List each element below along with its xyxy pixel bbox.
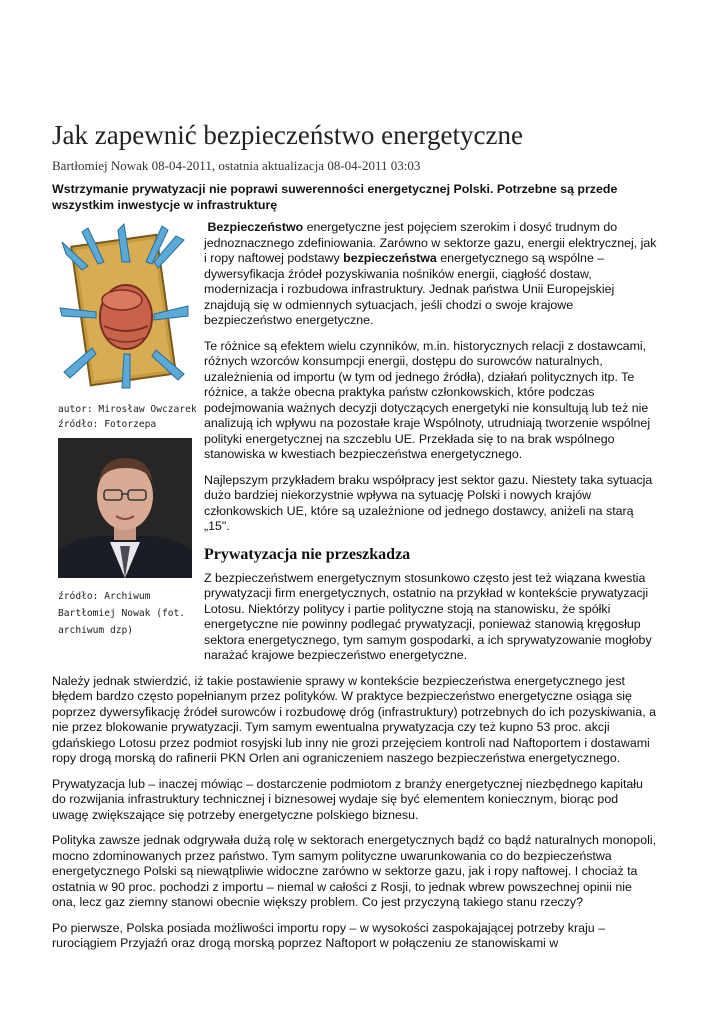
paragraph-5: Należy jednak stwierdzić, iż takie postawienie sprawy w kontekście bezpieczeństwa energetycznego jest błędem bardzo często popełnianym przez polityków. W praktyce bezpieczeństwo energetyczne osiąga się poprzez dywersyfikację źródeł surowców i rozbudowę dróg (infrastruktury) potrzebnych do ich pozyskiwania, a nie przez blokowanie prywatyzacji. Tym samym ewentualna prywatyzacja czy też kupno 53 proc. akcji gdańskiego Lotosu przez podmiot rosyjski lub inny nie grozi przejęciem kontroli nad Naftoportem i dostawami ropy drogą morską do rafinerii PKN Orlen ani ograniczeniem naszego bezpieczeństwa energetycznego.	[52, 673, 656, 765]
paragraph-8: Po pierwsze, Polska posiada możliwości importu ropy – w wysokości zaspokajającej potrzeby kraju – rurociągiem Przyjaźń oraz drogą morską poprzez Naftoport w połączeniu ze stanowiskami w	[52, 920, 605, 950]
paragraph-7: Polityka zawsze jednak odgrywała dużą rolę w sektorach energetycznych bądź co bądź naturalnych monopoli, mocno zdominowanych przez państwo. Tym samym polityczne uwarunkowania co do bezpieczeństwa energetycznego Polski są niewątpliwie widoczne zarówno w sektorze gazu, jak i ropy naftowej. I chociaż ta ostatnia w 90 proc. pochodzi z importu – niemal w całości z Rosji, to jednak wbrew powszechnej opinii nie ona, lecz gaz ziemny stanowi obecnie większy problem. Co jest przyczyną takiego stanu rzeczy?	[52, 833, 657, 909]
section-heading: Prywatyzacja nie przeszkadza	[204, 545, 411, 563]
paragraph-6: Prywatyzacja lub – inaczej mówiąc – dostarczenie podmiotom z branży energetycznej niezbędnego kapitału do rozwijania infrastruktury technicznej i biznesowej wydaje się być elementem koniecznym, biorąc pod uwagę zwiększające się potrzeby energetyczne polskiego biznesu.	[52, 776, 643, 822]
image1-source: źródło: Fotorzepa	[58, 419, 157, 430]
paragraph-3: Najlepszym przykładem braku współpracy jest sektor gazu. Niestety taka sytuacja dużo bardziej niekorzystnie wpływa na sytuację Polski i nowych krajów członkowskich UE, które są uzależnione od jednego dostawcy, aniżeli na starą „15".	[204, 472, 653, 533]
bold-term-1: Bezpieczeństwo	[207, 220, 304, 234]
paragraph-1: Bezpieczeństwo energetyczne jest pojęciem szerokim i dosyć trudnym do jednoznacznego zdefiniowania. Zarówno w sektorze gazu, energii elektrycznej, jak i ropy naftowej podstawy bezpieczeństwa energetycznego są wspólne – dywersyfikacja źródeł pozyskiwania nośników energii, ciągłość dostaw, modernizacja i rozbudowa infrastruktury. Jednak państwa Unii Europejskiej znajdują się w odmiennych sytuacjach, jeśli chodzi o swoje krajowe bezpieczeństwo energetyczne.	[204, 220, 657, 327]
paragraph-4: Z bezpieczeństwem energetycznym stosunkowo często jest też wiązana kwestia prywatyzacji firm energetycznych, ostatnio na przykład w kontekście prywatyzacji Lotosu. Niektórzy politycy i partie polityczne stoją na stanowisku, że spółki energetyczne nie powinny podlegać prywatyzacji, ponieważ stanowią kręgosłup sektora energetycznego, tym samym gospodarki, a ich sprywatyzowanie mogłoby narażać krajowe bezpieczeństwo energetyczne.	[204, 570, 652, 662]
article-body	[52, 220, 658, 962]
paragraph-2: Te różnice są efektem wielu czynników, m.in. historycznych relacji z dostawcami, różnych wzorców konsumpcji energii, dostępu do surowców naturalnych, uzależnienia od importu (w tym od jednego źródła), działań politycznych itp. Te różnice, a także obecna praktyka państw członkowskich, które podczas podejmowania ważnych decyzji dotyczących energetyki nie konsultują lub też nie analizują ich wpływu na pozostałe kraje Wspólnoty, utrudniają tworzenie wspólnej polityki energetycznej na szczeblu UE. Przekłada się to na brak wspólnego stanowiska w kwestiach bezpieczeństwa energetycznego.	[204, 338, 651, 461]
article-lead: Wstrzymanie prywatyzacji nie poprawi suwerenności energetycznej Polski. Potrzebne są przede wszystkim inwestycje w infrastrukturę	[52, 182, 618, 212]
image2-source: źródło: Archiwum	[58, 591, 151, 602]
article-byline: Bartłomiej Nowak 08-04-2011, ostatnia aktualizacja 08-04-2011 03:03	[52, 158, 421, 173]
image1-author: autor: Mirosław Owczarek	[58, 404, 197, 415]
bold-term-2: bezpieczeństwa	[343, 251, 437, 265]
image2-person: Bartłomiej Nowak (fot. archiwum dzp)	[58, 608, 186, 636]
article-title: Jak zapewnić bezpieczeństwo energetyczne	[52, 120, 523, 150]
